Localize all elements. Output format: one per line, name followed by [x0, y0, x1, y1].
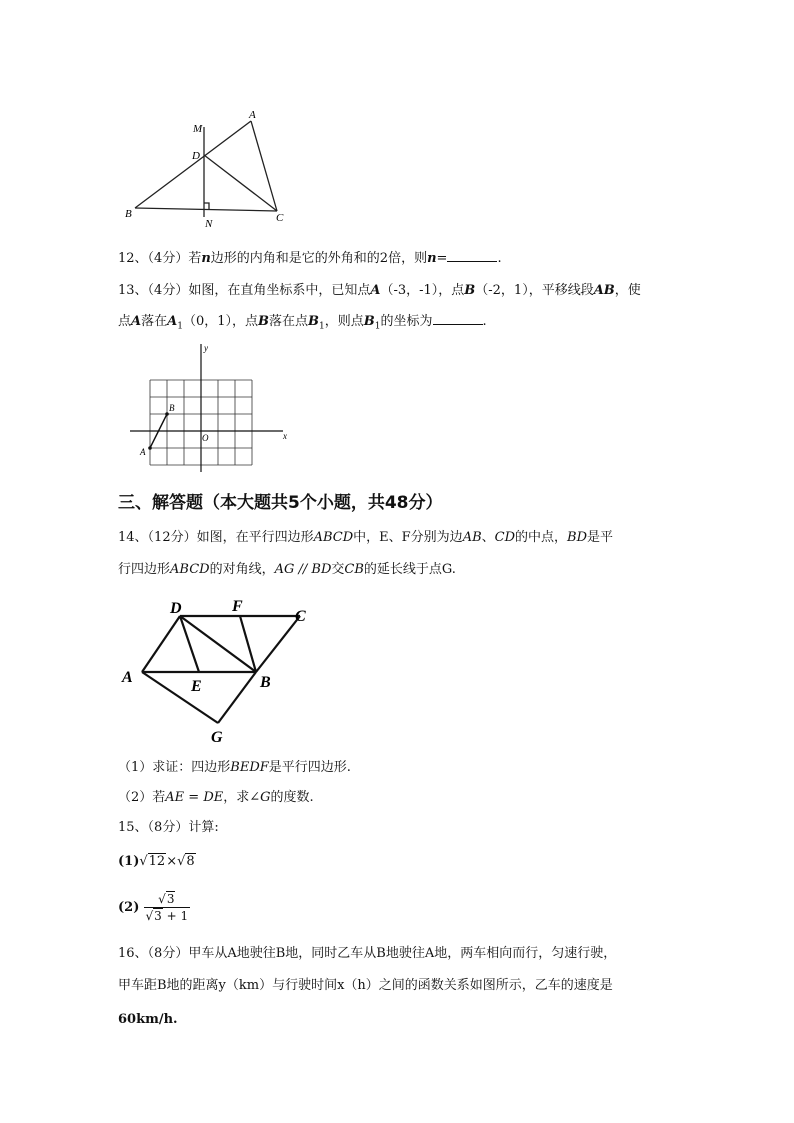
- label-c: C: [276, 212, 284, 224]
- label-e: E: [191, 678, 202, 695]
- label-point-a: A: [140, 447, 146, 457]
- figure-coordinate-grid: [128, 342, 293, 475]
- question-15-part2: (2) $\frac{√3}{√3 + 1}$: [118, 892, 189, 923]
- label-g: G: [211, 729, 223, 746]
- label-m: M: [193, 123, 203, 135]
- label-b: B: [260, 674, 271, 691]
- question-15-part1: (1)√12×√8: [118, 854, 195, 869]
- answer-blank-13: [433, 312, 483, 325]
- figure-triangle-mn: [115, 105, 305, 230]
- question-16-line2: 甲车距B地的距离y（km）与行驶时间x（h）之间的函数关系如图所示，乙车的速度是: [118, 978, 613, 993]
- question-13-line1: 13、（4分）如图，在直角坐标系中，已知点A（-3，-1），点B（-2，1），平移线段AB，使: [118, 283, 641, 298]
- question-16-line1: 16、（8分）甲车从A地驶往B地，同时乙车从B地驶往A地，两车相向而行，匀速行驶，: [118, 946, 617, 961]
- question-14-line1: 14、（12分）如图，在平行四边形ABCD中，E、F分别为边AB、CD的中点，BD是平: [118, 530, 614, 545]
- label-a: A: [122, 669, 133, 686]
- label-d: D: [192, 150, 200, 162]
- label-n: N: [205, 218, 213, 230]
- label-origin: O: [202, 433, 209, 443]
- question-12: 12、（4分）若n边形的内角和是它的外角和的2倍，则n= .: [118, 251, 502, 266]
- question-15: 15、（8分）计算:: [118, 820, 219, 835]
- question-14-part1: （1）求证：四边形BEDF是平行四边形.: [118, 760, 351, 775]
- label-f: F: [232, 598, 243, 615]
- section-heading: 三、解答题（本大题共5个小题，共48分）: [118, 493, 443, 513]
- label-d: D: [170, 600, 182, 617]
- question-14-line2: 行四边形ABCD的对角线，AG // BD交CB的延长线于点G.: [118, 562, 456, 577]
- figure-parallelogram: [118, 592, 328, 747]
- label-a: A: [249, 109, 256, 121]
- question-14-part2: （2）若AE = DE，求∠G的度数.: [118, 790, 314, 805]
- question-16-line3: 60km/h.: [118, 1012, 178, 1027]
- label-c: C: [295, 608, 306, 625]
- label-x-axis: x: [283, 431, 287, 441]
- label-y-axis: y: [204, 343, 208, 353]
- question-13-line2: 点A落在$A_1(0$，1），点B落在点$B_1$，则点$B_1$的坐标为 .: [118, 314, 487, 332]
- label-b: B: [125, 208, 132, 220]
- answer-blank-12: [447, 249, 497, 262]
- label-point-b: B: [169, 403, 175, 413]
